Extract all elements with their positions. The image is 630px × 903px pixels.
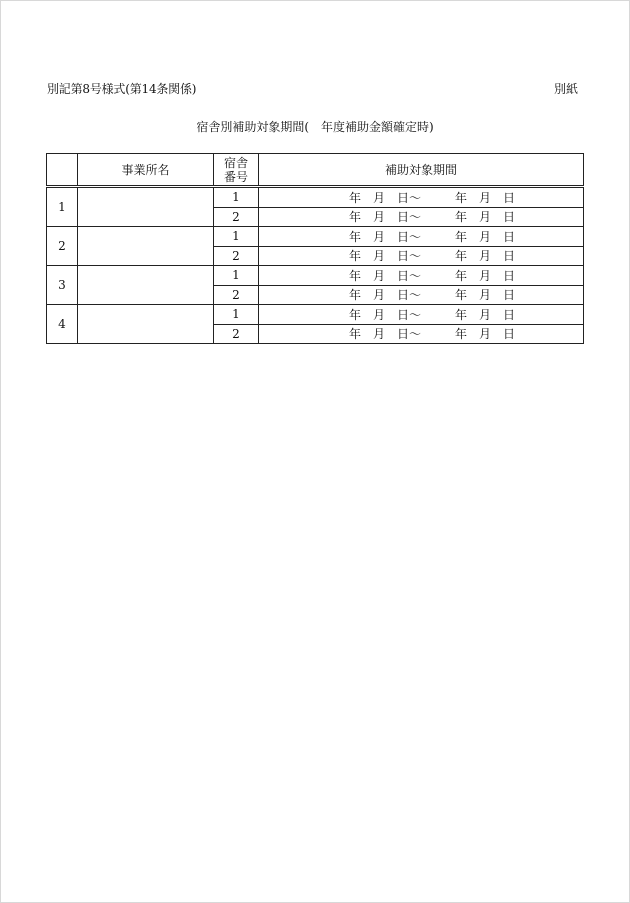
- period-start-month: 月: [373, 190, 386, 205]
- period-end-year: 年: [455, 190, 468, 205]
- period-end-day: 日: [503, 288, 516, 303]
- table-row: [47, 266, 584, 286]
- attachment-label: 別紙: [553, 82, 578, 96]
- subsidy-period-cell[interactable]: [259, 246, 584, 266]
- period-start-month: 月: [373, 249, 386, 264]
- period-start-day: 日〜: [397, 210, 422, 225]
- period-start-day: 日〜: [397, 327, 422, 342]
- period-end-year: 年: [455, 210, 468, 225]
- period-end-day: 日: [503, 327, 516, 342]
- period-start-day: 日〜: [397, 307, 422, 322]
- period-end-day: 日: [503, 307, 516, 322]
- period-end-month: 月: [479, 229, 492, 244]
- document-title-right: 年度補助金額確定時): [321, 120, 434, 134]
- period-start-year: 年: [349, 288, 362, 303]
- period-end-year: 年: [455, 307, 468, 322]
- row-number-cell: 2: [47, 227, 78, 266]
- header-subsidy-period: 補助対象期間: [259, 154, 584, 187]
- office-name-cell[interactable]: [78, 266, 214, 305]
- period-end-day: 日: [503, 249, 516, 264]
- period-end-year: 年: [455, 327, 468, 342]
- period-start-month: 月: [373, 268, 386, 283]
- subsidy-period-cell[interactable]: [259, 207, 584, 227]
- dorm-number-cell: 1: [214, 227, 259, 247]
- dorm-number-cell: 1: [214, 305, 259, 325]
- period-end-month: 月: [479, 327, 492, 342]
- period-date-range: [259, 267, 583, 284]
- period-end-day: 日: [503, 268, 516, 283]
- period-start-year: 年: [349, 268, 362, 283]
- table-row: [47, 187, 584, 208]
- subsidy-period-cell[interactable]: [259, 285, 584, 305]
- dorm-number-cell: 2: [214, 207, 259, 227]
- row-number-cell: 3: [47, 266, 78, 305]
- period-start-day: 日〜: [397, 268, 422, 283]
- period-start-month: 月: [373, 307, 386, 322]
- period-start-day: 日〜: [397, 190, 422, 205]
- period-end-month: 月: [479, 288, 492, 303]
- period-end-year: 年: [455, 249, 468, 264]
- period-end-day: 日: [503, 190, 516, 205]
- dorm-number-cell: 2: [214, 324, 259, 344]
- form-number-label: 別記第8号様式(第14条関係): [47, 82, 197, 96]
- period-start-day: 日〜: [397, 249, 422, 264]
- period-end-year: 年: [455, 268, 468, 283]
- office-name-cell[interactable]: [78, 227, 214, 266]
- period-start-month: 月: [373, 210, 386, 225]
- office-name-cell[interactable]: [78, 305, 214, 344]
- table-row: [47, 227, 584, 247]
- period-date-range: [259, 208, 583, 225]
- period-end-month: 月: [479, 268, 492, 283]
- header-dorm-number: [214, 154, 259, 187]
- subsidy-period-cell[interactable]: [259, 227, 584, 247]
- row-number-cell: 1: [47, 187, 78, 227]
- header-office-name: 事業所名: [78, 154, 214, 187]
- row-number-cell: 4: [47, 305, 78, 344]
- period-end-year: 年: [455, 229, 468, 244]
- period-date-range: [259, 189, 583, 206]
- period-end-month: 月: [479, 249, 492, 264]
- period-end-month: 月: [479, 210, 492, 225]
- subsidy-period-cell[interactable]: [259, 266, 584, 286]
- period-end-year: 年: [455, 288, 468, 303]
- period-end-day: 日: [503, 229, 516, 244]
- table-row: [47, 305, 584, 325]
- period-start-year: 年: [349, 190, 362, 205]
- period-end-day: 日: [503, 210, 516, 225]
- period-date-range: [259, 306, 583, 323]
- dorm-number-cell: 2: [214, 285, 259, 305]
- dorm-number-cell: 1: [214, 187, 259, 208]
- table-body: [47, 187, 584, 344]
- period-start-month: 月: [373, 288, 386, 303]
- period-date-range: [259, 247, 583, 264]
- period-start-day: 日〜: [397, 288, 422, 303]
- period-date-range: [259, 228, 583, 245]
- header-dorm-line1: 宿舎: [223, 155, 248, 170]
- period-date-range: [259, 325, 583, 342]
- subsidy-period-table: [46, 153, 584, 344]
- period-start-year: 年: [349, 327, 362, 342]
- period-start-month: 月: [373, 229, 386, 244]
- document-title-left: 宿舎別補助対象期間(: [196, 120, 309, 134]
- table-header-row: [47, 154, 584, 187]
- period-end-month: 月: [479, 190, 492, 205]
- period-start-year: 年: [349, 307, 362, 322]
- period-start-day: 日〜: [397, 229, 422, 244]
- period-start-year: 年: [349, 229, 362, 244]
- period-start-month: 月: [373, 327, 386, 342]
- header-dorm-line2: 番号: [223, 169, 248, 184]
- dorm-number-cell: 2: [214, 246, 259, 266]
- period-start-year: 年: [349, 249, 362, 264]
- office-name-cell[interactable]: [78, 187, 214, 227]
- subsidy-period-cell[interactable]: [259, 187, 584, 208]
- subsidy-period-cell[interactable]: [259, 324, 584, 344]
- dorm-number-cell: 1: [214, 266, 259, 286]
- document-title: [0, 118, 630, 135]
- header-number: [47, 154, 78, 187]
- period-end-month: 月: [479, 307, 492, 322]
- subsidy-period-cell[interactable]: [259, 305, 584, 325]
- period-date-range: [259, 286, 583, 303]
- period-start-year: 年: [349, 210, 362, 225]
